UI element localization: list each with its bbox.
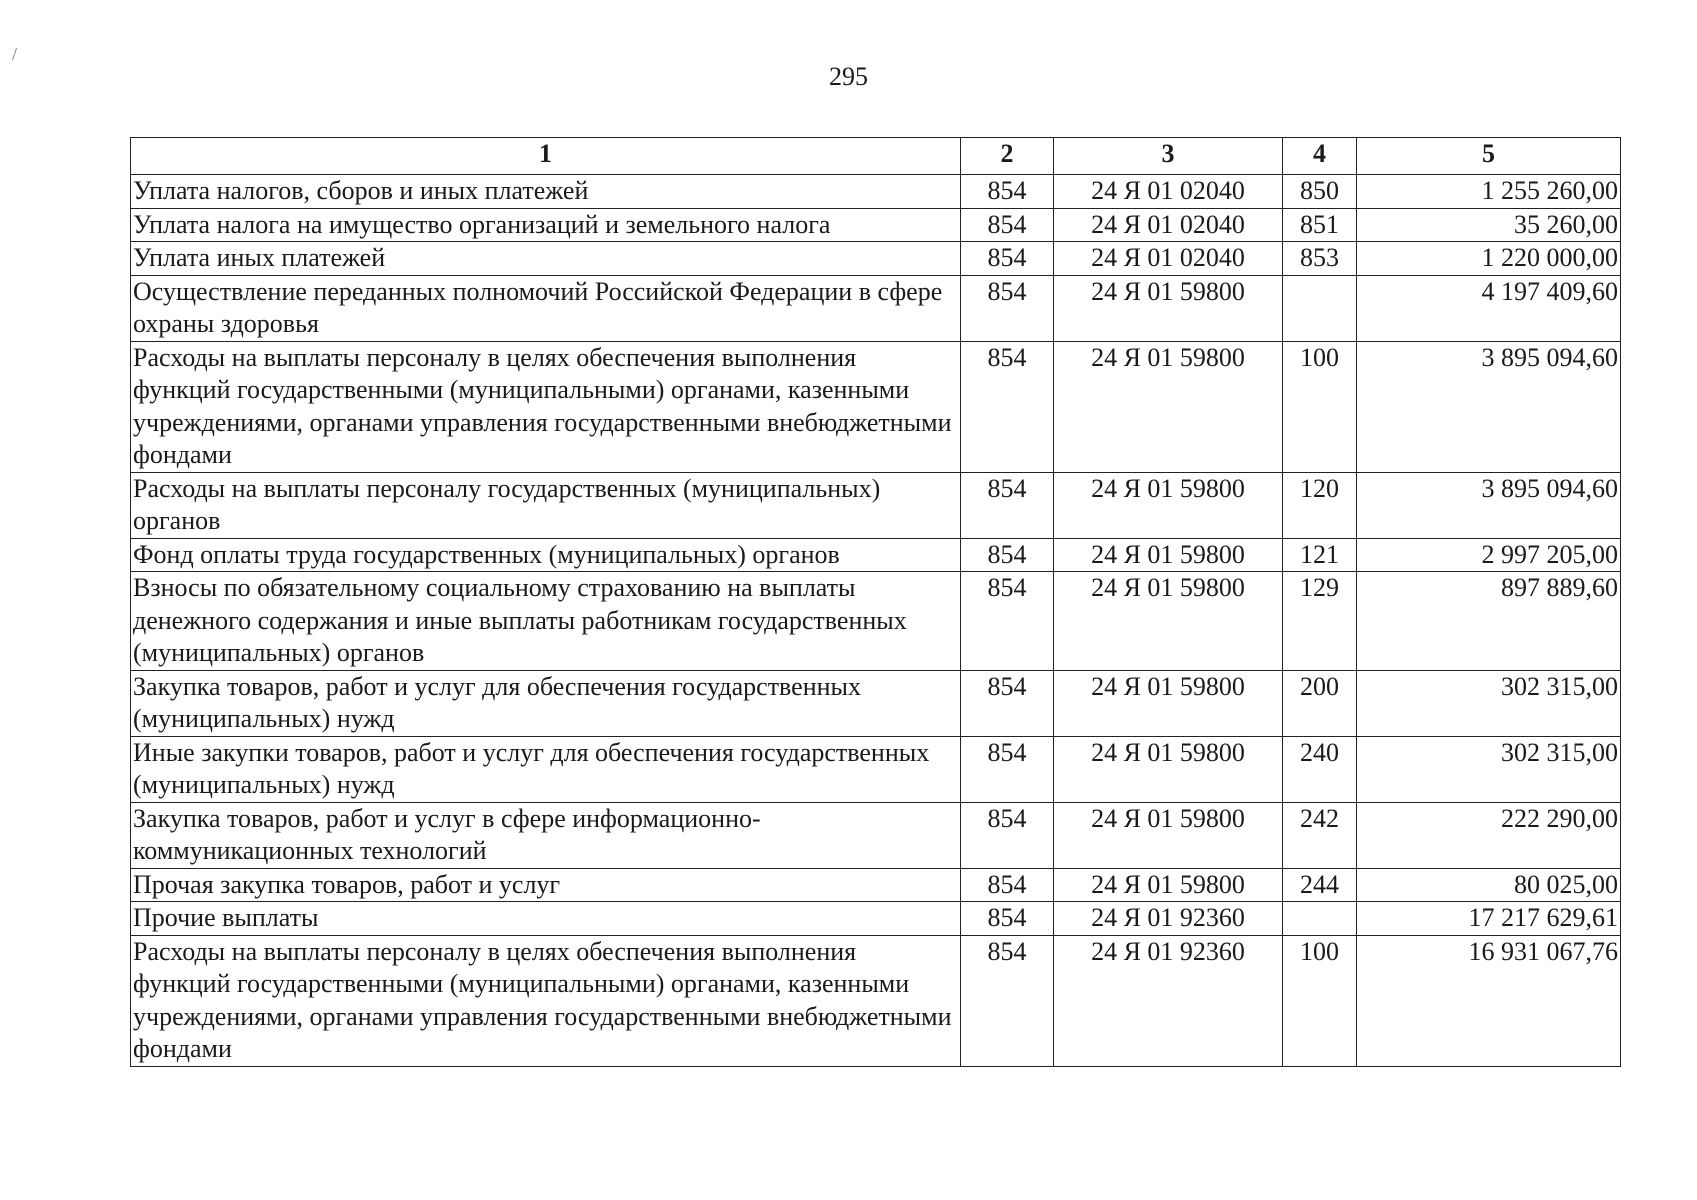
expense-name: Иные закупки товаров, работ и услуг для обеспечения государственных (муниципальных) нужд — [131, 736, 961, 802]
target-article-code: 24 Я 01 59800 — [1054, 538, 1283, 572]
table-body — [131, 175, 1621, 1067]
amount: 897 889,60 — [1357, 572, 1621, 671]
expense-name: Прочая закупка товаров, работ и услуг — [131, 868, 961, 902]
expense-type-code — [1283, 275, 1357, 341]
amount: 17 217 629,61 — [1357, 902, 1621, 936]
expense-type-code: 244 — [1283, 868, 1357, 902]
expense-name: Прочие выплаты — [131, 902, 961, 936]
expense-type-code: 121 — [1283, 538, 1357, 572]
amount: 222 290,00 — [1357, 802, 1621, 868]
amount: 35 260,00 — [1357, 208, 1621, 242]
expense-type-code: 851 — [1283, 208, 1357, 242]
target-article-code: 24 Я 01 59800 — [1054, 670, 1283, 736]
amount: 1 255 260,00 — [1357, 175, 1621, 209]
target-article-code: 24 Я 01 92360 — [1054, 902, 1283, 936]
table-row — [131, 275, 1621, 341]
amount: 2 997 205,00 — [1357, 538, 1621, 572]
target-article-code: 24 Я 01 59800 — [1054, 572, 1283, 671]
table-row — [131, 208, 1621, 242]
table-row — [131, 670, 1621, 736]
column-header-1: 1 — [131, 138, 961, 175]
department-code: 854 — [961, 341, 1054, 472]
column-header-5: 5 — [1357, 138, 1621, 175]
expense-type-code: 242 — [1283, 802, 1357, 868]
department-code: 854 — [961, 670, 1054, 736]
table-row — [131, 341, 1621, 472]
expense-name: Уплата налога на имущество организаций и земельного налога — [131, 208, 961, 242]
target-article-code: 24 Я 01 02040 — [1054, 208, 1283, 242]
expense-name: Фонд оплаты труда государственных (муниципальных) органов — [131, 538, 961, 572]
table-header — [131, 138, 1621, 175]
department-code: 854 — [961, 802, 1054, 868]
table-row — [131, 472, 1621, 538]
amount: 3 895 094,60 — [1357, 472, 1621, 538]
amount: 1 220 000,00 — [1357, 242, 1621, 276]
table-row — [131, 538, 1621, 572]
target-article-code: 24 Я 01 02040 — [1054, 242, 1283, 276]
expense-type-code: 850 — [1283, 175, 1357, 209]
expense-type-code: 129 — [1283, 572, 1357, 671]
page-number: 295 — [829, 62, 868, 91]
table-row — [131, 902, 1621, 936]
department-code: 854 — [961, 275, 1054, 341]
column-header-4: 4 — [1283, 138, 1357, 175]
table-row — [131, 242, 1621, 276]
target-article-code: 24 Я 01 59800 — [1054, 802, 1283, 868]
amount: 302 315,00 — [1357, 670, 1621, 736]
expense-type-code: 100 — [1283, 935, 1357, 1066]
expense-name: Закупка товаров, работ и услуг в сфере информационно-коммуникационных технологий — [131, 802, 961, 868]
expense-name: Закупка товаров, работ и услуг для обеспечения государственных (муниципальных) нужд — [131, 670, 961, 736]
table-row — [131, 572, 1621, 671]
scan-mark: / — [12, 44, 18, 64]
department-code: 854 — [961, 736, 1054, 802]
expense-type-code: 100 — [1283, 341, 1357, 472]
expense-name: Расходы на выплаты персоналу в целях обеспечения выполнения функций государственными (муниципальными) органами, казенными учреждениями, органами управления государственными внебюджетными фондами — [131, 935, 961, 1066]
department-code: 854 — [961, 242, 1054, 276]
table-row — [131, 868, 1621, 902]
target-article-code: 24 Я 01 59800 — [1054, 472, 1283, 538]
department-code: 854 — [961, 572, 1054, 671]
amount: 3 895 094,60 — [1357, 341, 1621, 472]
amount: 80 025,00 — [1357, 868, 1621, 902]
expense-type-code: 120 — [1283, 472, 1357, 538]
department-code: 854 — [961, 538, 1054, 572]
table-row — [131, 802, 1621, 868]
expense-name: Уплата налогов, сборов и иных платежей — [131, 175, 961, 209]
department-code: 854 — [961, 935, 1054, 1066]
target-article-code: 24 Я 01 59800 — [1054, 736, 1283, 802]
expense-type-code: 853 — [1283, 242, 1357, 276]
expense-name: Расходы на выплаты персоналу в целях обеспечения выполнения функций государственными (муниципальными) органами, казенными учреждениями, органами управления государственными внебюджетными фондами — [131, 341, 961, 472]
table-row — [131, 935, 1621, 1066]
target-article-code: 24 Я 01 02040 — [1054, 175, 1283, 209]
expense-name: Взносы по обязательному социальному страхованию на выплаты денежного содержания и иные выплаты работникам государственных (муниципальных) органов — [131, 572, 961, 671]
table-row — [131, 736, 1621, 802]
target-article-code: 24 Я 01 59800 — [1054, 275, 1283, 341]
department-code: 854 — [961, 175, 1054, 209]
department-code: 854 — [961, 868, 1054, 902]
department-code: 854 — [961, 902, 1054, 936]
expense-name: Уплата иных платежей — [131, 242, 961, 276]
column-header-2: 2 — [961, 138, 1054, 175]
budget-table — [130, 137, 1621, 1067]
department-code: 854 — [961, 472, 1054, 538]
table-row — [131, 175, 1621, 209]
amount: 302 315,00 — [1357, 736, 1621, 802]
expense-type-code — [1283, 902, 1357, 936]
expense-type-code: 240 — [1283, 736, 1357, 802]
target-article-code: 24 Я 01 59800 — [1054, 868, 1283, 902]
expense-type-code: 200 — [1283, 670, 1357, 736]
column-header-3: 3 — [1054, 138, 1283, 175]
header-row — [131, 138, 1621, 175]
amount: 4 197 409,60 — [1357, 275, 1621, 341]
expense-name: Осуществление переданных полномочий Российской Федерации в сфере охраны здоровья — [131, 275, 961, 341]
target-article-code: 24 Я 01 92360 — [1054, 935, 1283, 1066]
amount: 16 931 067,76 — [1357, 935, 1621, 1066]
department-code: 854 — [961, 208, 1054, 242]
target-article-code: 24 Я 01 59800 — [1054, 341, 1283, 472]
expense-name: Расходы на выплаты персоналу государственных (муниципальных) органов — [131, 472, 961, 538]
